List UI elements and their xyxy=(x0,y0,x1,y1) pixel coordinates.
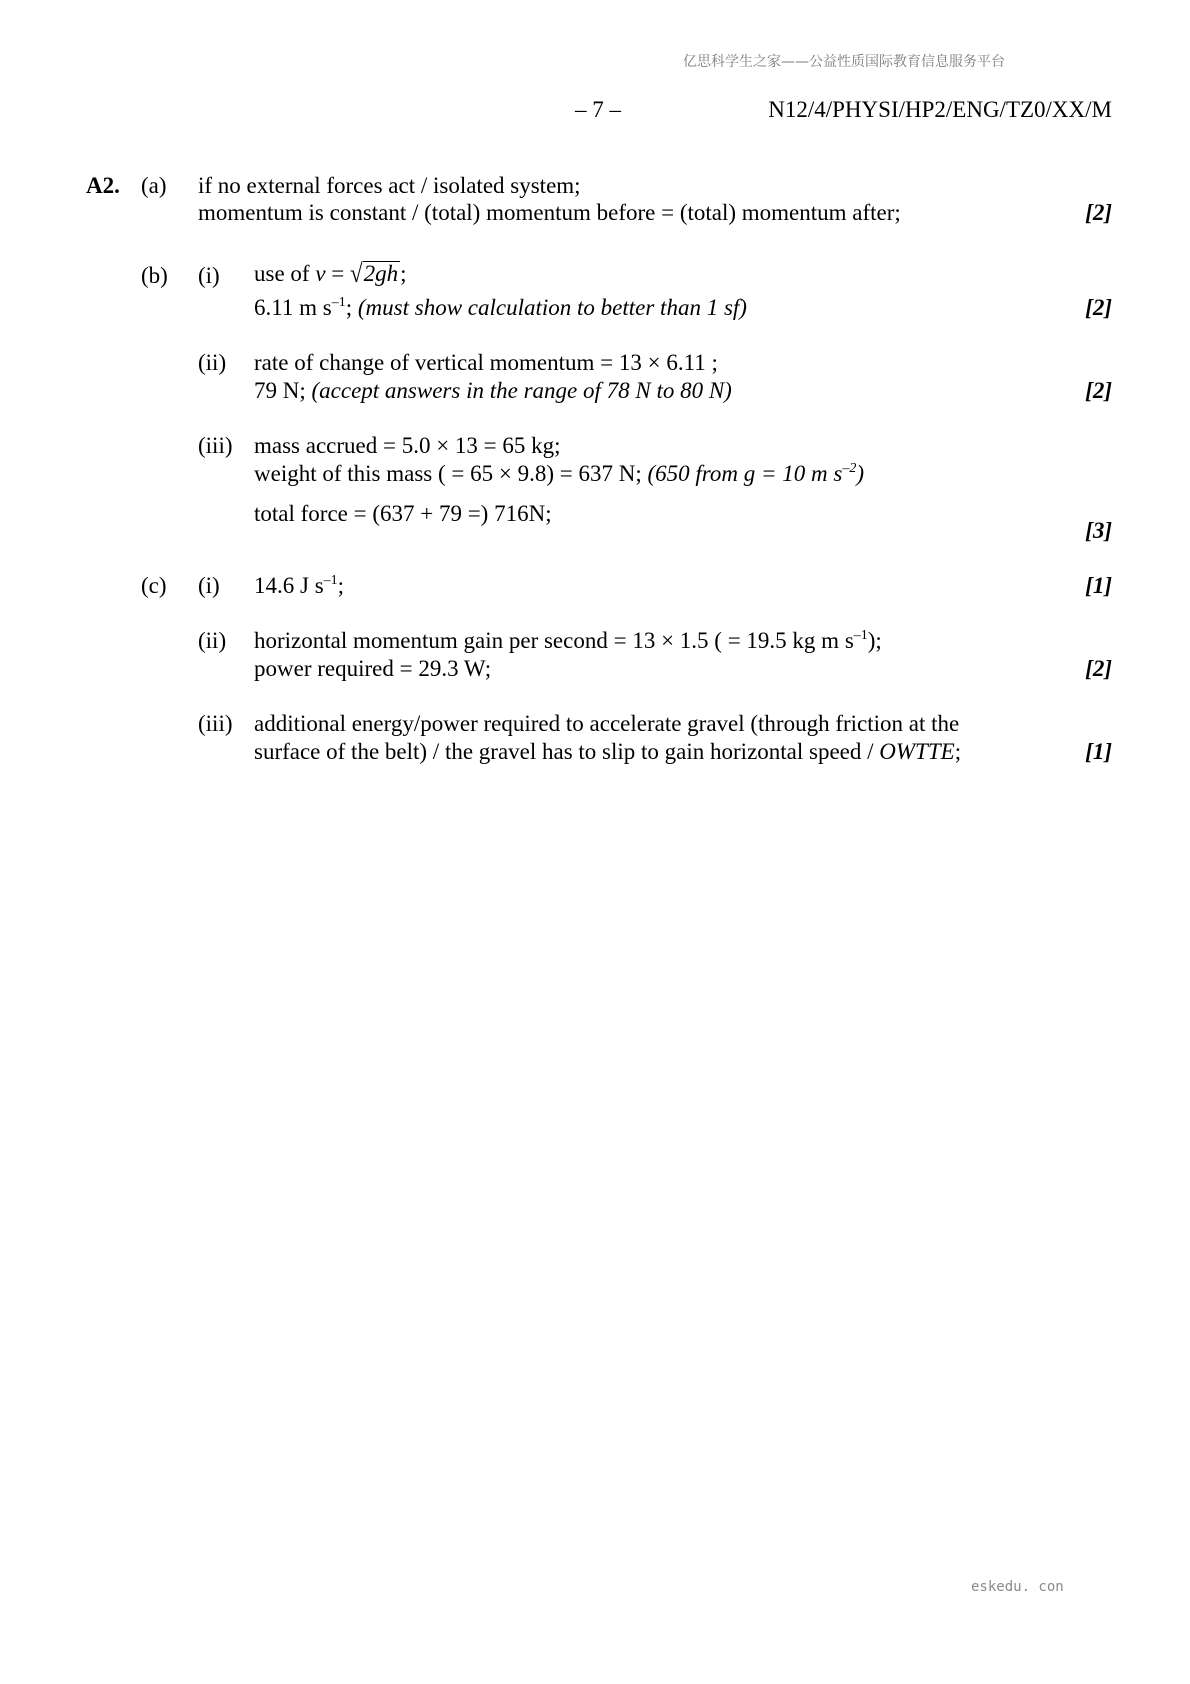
part-b-iii-label: (iii) xyxy=(198,433,233,458)
part-a-line-1: if no external forces act / isolated system; xyxy=(198,173,581,198)
part-b-ii-mark: [2] xyxy=(1085,378,1112,403)
part-b-i-mark: [2] xyxy=(1085,295,1112,320)
square-root-icon: √ xyxy=(350,259,363,288)
part-c-ii-mark: [2] xyxy=(1085,656,1112,681)
part-c-iii-line-2-text: surface of the belt) / the gravel has to slip to gain horizontal speed / xyxy=(254,739,880,764)
part-c-ii-line-1-end: ); xyxy=(867,628,882,653)
header-watermark: 亿思科学生之家——公益性质国际教育信息服务平台 xyxy=(683,54,1005,70)
owtte-abbreviation: OWTTE xyxy=(879,739,955,764)
part-c-i-answer xyxy=(254,572,344,600)
part-b-ii-line-2 xyxy=(254,377,732,405)
part-b-i-answer-exponent: –1 xyxy=(331,295,346,310)
part-b-ii-answer: 79 N; xyxy=(254,378,312,403)
part-b-iii-line-3: total force = (637 + 79 =) 716N; xyxy=(254,501,552,526)
part-b-i-note: (must show calculation to better than 1 sf) xyxy=(357,295,747,320)
part-b-i-label: (i) xyxy=(198,263,220,288)
radicand: 2gh xyxy=(363,261,399,286)
part-c-iii-label: (iii) xyxy=(198,711,233,736)
part-b-iii-note-exponent: –2 xyxy=(842,461,857,476)
part-c-i-end: ; xyxy=(337,573,345,598)
part-c-iii-mark: [1] xyxy=(1085,739,1112,764)
part-a-label: (a) xyxy=(141,173,167,198)
document-code: N12/4/PHYSI/HP2/ENG/TZ0/XX/M xyxy=(768,97,1112,122)
part-b-i-line-1 xyxy=(254,260,407,288)
part-b-iii-note: (650 from g = 10 m s xyxy=(647,461,843,486)
part-a-line-2: momentum is constant / (total) momentum before = (total) momentum after; xyxy=(198,200,901,225)
part-b-iii-note-end: ) xyxy=(856,461,864,486)
footer-watermark: eskedu. con xyxy=(971,1579,1064,1595)
part-c-ii-label: (ii) xyxy=(198,628,227,653)
velocity-symbol: v xyxy=(315,261,326,286)
part-c-i-exponent: –1 xyxy=(323,573,338,588)
part-b-label: (b) xyxy=(141,263,168,288)
part-c-ii-line-2: power required = 29.3 W; xyxy=(254,656,492,681)
part-c-iii-line-2 xyxy=(254,738,961,766)
part-b-i-line-1-end: ; xyxy=(400,261,407,286)
page-number: – 7 – xyxy=(575,97,621,122)
part-b-i-answer: 6.11 m s xyxy=(254,295,332,320)
part-b-iii-mark: [3] xyxy=(1085,518,1112,543)
question-number: A2. xyxy=(86,173,120,198)
part-c-ii-line-1 xyxy=(254,627,882,655)
part-b-ii-note: (accept answers in the range of 78 N to 80 N) xyxy=(311,378,732,403)
part-c-ii-line-1-text: horizontal momentum gain per second = 13 × 1.5 ( = 19.5 kg m s xyxy=(254,628,854,653)
part-c-label: (c) xyxy=(141,573,167,598)
part-c-i-mark: [1] xyxy=(1085,573,1112,598)
part-b-ii-line-1: rate of change of vertical momentum = 13 × 6.11 ; xyxy=(254,350,718,375)
part-c-i-value: 14.6 J s xyxy=(254,573,324,598)
part-c-iii-line-1: additional energy/power required to accelerate gravel (through friction at the xyxy=(254,711,960,736)
part-b-i-answer-end: ; xyxy=(345,295,358,320)
part-c-i-label: (i) xyxy=(198,573,220,598)
part-b-iii-weight: weight of this mass ( = 65 × 9.8) = 637 N; xyxy=(254,461,648,486)
part-b-iii-line-1: mass accrued = 5.0 × 13 = 65 kg; xyxy=(254,433,561,458)
part-b-i-line-1-text: use of xyxy=(254,261,316,286)
part-a-mark: [2] xyxy=(1085,200,1112,225)
part-c-iii-line-2-end: ; xyxy=(954,739,962,764)
part-b-iii-line-2 xyxy=(254,460,864,488)
part-c-ii-exponent: –1 xyxy=(853,628,868,643)
part-b-ii-label: (ii) xyxy=(198,350,227,375)
equals-sign: = xyxy=(325,261,351,286)
part-b-i-line-2 xyxy=(254,294,747,322)
